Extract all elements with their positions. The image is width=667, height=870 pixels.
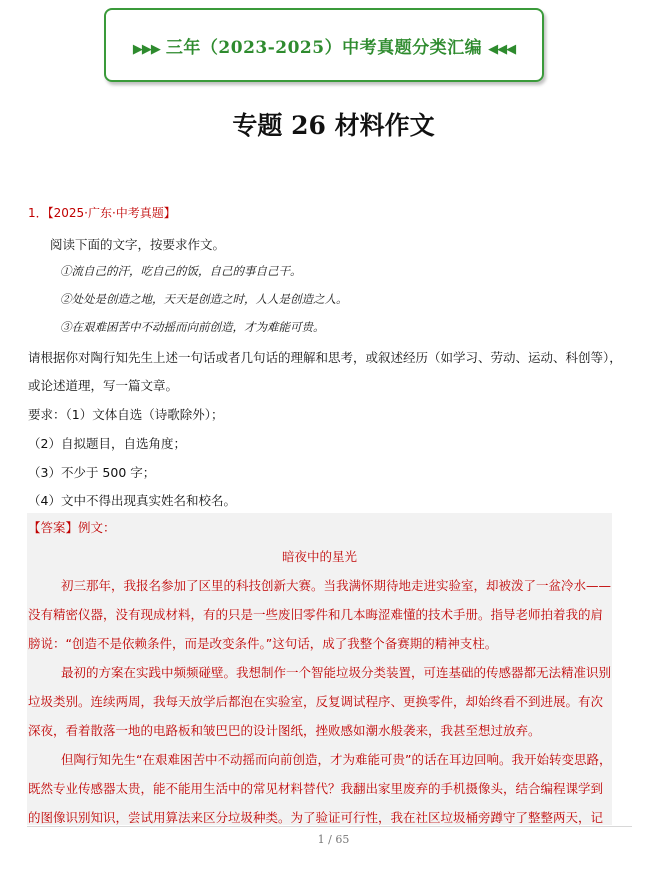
prompt-line-1: 请根据你对陶行知先生上述一句话或者几句话的理解和思考，或叙述经历（如学习、劳动、运动、科创等）， [28, 350, 622, 365]
essay-line: 的图像识别知识，尝试用算法来区分垃圾种类。为了验证可行性，我在社区垃圾桶旁蹲守了整整两天，记 [28, 810, 604, 825]
essay-line: 最初的方案在实践中频频碰壁。我想制作一个智能垃圾分类装置，可连基础的传感器都无法精准识别 [61, 665, 612, 680]
essay-line: 深夜，看着散落一地的电路板和皱巴巴的设计图纸，挫败感如潮水般袭来，我甚至想过放弃。 [28, 723, 541, 738]
requirement-1: 要求：（1）文体自选（诗歌除外）； [28, 407, 224, 422]
prompt-line-2: 或论述道理，写一篇文章。 [28, 378, 179, 393]
banner-text-row [127, 33, 521, 58]
footer-divider [27, 826, 632, 827]
essay-line: 既然专业传感器太贵，能不能用生活中的常见材料替代？我翻出家里废弃的手机摄像头，结合编程课学到 [28, 781, 604, 796]
question-number: 1． [28, 206, 48, 220]
essay-line: 垃圾类别。连续两周，我每天放学后都泡在实验室，反复调试程序、更换零件，却始终看不到进展。有次 [28, 694, 604, 709]
essay-title: 暗夜中的星光 [281, 549, 357, 564]
essay-line: 初三那年，我报名参加了区里的科技创新大赛。当我满怀期待地走进实验室，却被泼了一盆冷水—— [61, 578, 612, 593]
question-instruction: 阅读下面的文字，按要求作文。 [50, 237, 226, 252]
arrows-right-icon: ◀◀◀ [488, 41, 516, 57]
banner-title: 三年（2023-2025）中考真题分类汇编 [165, 37, 483, 58]
answer-label: 【答案】例文： [28, 520, 116, 535]
question-source: 【2025·广东·中考真题】 [47, 206, 176, 220]
essay-line: 没有精密仪器，没有现成材料，有的只是一些废旧零件和几本晦涩难懂的技术手册。指导老师拍着我的肩 [28, 607, 604, 622]
answer-section [27, 513, 612, 825]
essay-line: 但陶行知先生“在艰难困苦中不动摇而向前创造，才为难能可贵”的话在耳边回响。我开始转变思路， [61, 752, 612, 767]
quote-3: ③在艰难困苦中不动摇而向前创造，才为难能可贵。 [60, 320, 325, 334]
page-number: 1 / 65 [317, 833, 350, 846]
page-title: 专题 26 材料作文 [232, 111, 435, 140]
requirement-2: （2）自拟题目，自选角度； [28, 436, 186, 451]
question-header [28, 204, 176, 221]
requirement-3: （3）不少于 500 字； [28, 465, 156, 480]
series-banner [104, 8, 544, 82]
requirement-4: （4）文中不得出现真实姓名和校名。 [28, 493, 236, 508]
essay-line: 膀说：“创造不是依赖条件，而是改变条件。”这句话，成了我整个备赛期的精神支柱。 [28, 636, 498, 651]
arrows-left-icon: ▶▶▶ [132, 41, 160, 57]
quote-2: ②处处是创造之地，天天是创造之时，人人是创造之人。 [60, 292, 348, 306]
quote-1: ①流自己的汗，吃自己的饭，自己的事自己干。 [60, 264, 302, 278]
